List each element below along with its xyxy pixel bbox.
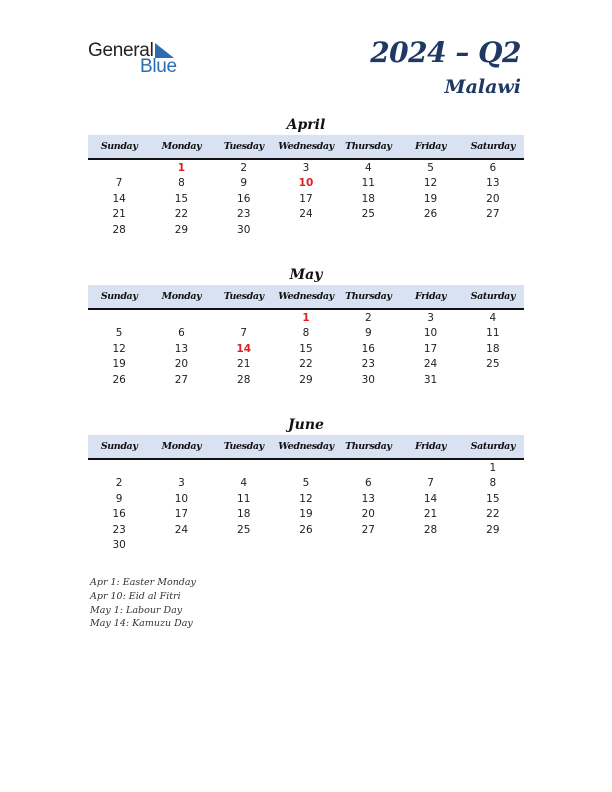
- weekday-label: Friday: [415, 291, 447, 302]
- calendar-day: 13: [174, 342, 189, 355]
- calendar-empty-cell: [88, 161, 150, 176]
- weekday-label: Saturday: [470, 291, 516, 302]
- weekday-label: Saturday: [470, 141, 516, 152]
- calendar-day: 12: [423, 177, 438, 190]
- holiday-note: May 1: Labour Day: [90, 604, 183, 616]
- weekday-label: Thursday: [345, 141, 392, 152]
- calendar-week: [88, 192, 524, 207]
- calendar-day: 5: [427, 162, 434, 174]
- calendar-empty-cell: [150, 461, 212, 476]
- calendar-day: 18: [486, 342, 500, 355]
- calendar-day: 21: [423, 508, 438, 521]
- calendar-week: [88, 461, 524, 476]
- weekday-label: Thursday: [345, 441, 392, 452]
- calendar-day: 4: [240, 477, 248, 490]
- calendar-empty-cell: [275, 223, 337, 238]
- weekday-label: Wednesday: [278, 291, 334, 302]
- generalblue-logo: [88, 40, 198, 80]
- calendar-day: 4: [489, 312, 497, 324]
- calendar-week: [88, 373, 524, 388]
- holiday-notes: [90, 576, 196, 631]
- month-june: [88, 415, 524, 553]
- calendar-day: 29: [486, 523, 500, 536]
- calendar-day: 25: [486, 358, 500, 371]
- month-grid: [88, 310, 524, 388]
- calendar-day: 26: [112, 373, 126, 386]
- weekday-header: [88, 135, 524, 160]
- calendar-day: 25: [237, 523, 251, 536]
- weekday-label: Monday: [161, 291, 202, 302]
- calendar-day: 24: [299, 208, 313, 221]
- calendar-week: [88, 161, 524, 176]
- calendar-day: 23: [361, 358, 375, 371]
- calendar-day: 1: [489, 462, 497, 474]
- calendar-day: 2: [364, 312, 372, 324]
- calendar-week: [88, 223, 524, 238]
- calendar-day: 26: [423, 208, 438, 221]
- calendar-week: [88, 538, 524, 553]
- calendar-day: 5: [115, 327, 123, 340]
- calendar-day: 24: [423, 358, 438, 371]
- weekday-label: Sunday: [100, 291, 138, 302]
- month-april: [88, 115, 524, 238]
- calendar-day: 31: [423, 373, 438, 386]
- calendar-empty-cell: [399, 538, 461, 553]
- calendar-day: 23: [112, 523, 126, 536]
- calendar-day: 15: [299, 342, 313, 355]
- calendar-day: 19: [112, 358, 126, 371]
- calendar-day: 5: [302, 477, 310, 490]
- calendar-day: 3: [178, 477, 185, 490]
- calendar-day: 10: [174, 492, 189, 505]
- calendar-day: 28: [112, 223, 126, 236]
- calendar-week: [88, 311, 524, 326]
- calendar-day: 3: [302, 162, 310, 174]
- calendar-day: 11: [237, 492, 251, 505]
- calendar-day: 14: [423, 492, 438, 505]
- calendar-day: 17: [174, 508, 189, 521]
- calendar-day: 26: [299, 523, 313, 536]
- page-title: 2024 – Q2: [370, 36, 521, 69]
- logo-word-general: General: [88, 40, 154, 61]
- calendar-day: 14: [112, 192, 126, 205]
- calendar-day: 8: [178, 177, 185, 190]
- calendar-empty-cell: [337, 223, 399, 238]
- calendar-day: 16: [112, 508, 126, 521]
- calendar-week: [88, 492, 524, 507]
- calendar-day: 29: [174, 223, 189, 236]
- calendar-day: 20: [486, 192, 500, 205]
- calendar-day: 7: [427, 477, 434, 490]
- month-title: May: [289, 267, 323, 283]
- calendar-day: 9: [240, 177, 248, 190]
- calendar-week: [88, 207, 524, 222]
- calendar-empty-cell: [462, 538, 524, 553]
- calendar-day: 27: [486, 208, 500, 221]
- calendar-day: 17: [299, 192, 313, 205]
- calendar-day: 1: [302, 312, 310, 324]
- calendar-day: 9: [115, 492, 123, 505]
- calendar-day: 8: [489, 477, 497, 490]
- calendar-empty-cell: [150, 538, 212, 553]
- calendar-empty-cell: [275, 461, 337, 476]
- calendar-day: 22: [299, 358, 313, 371]
- calendar-day: 18: [237, 508, 251, 521]
- calendar-empty-cell: [88, 311, 150, 326]
- calendar-day: 23: [237, 208, 251, 221]
- calendar-week: [88, 326, 524, 341]
- month-title: June: [288, 417, 324, 433]
- calendar-empty-cell: [213, 311, 275, 326]
- calendar-day: 22: [486, 508, 500, 521]
- holiday-note: Apr 10: Eid al Fitri: [90, 590, 181, 602]
- calendar-empty-cell: [462, 373, 524, 388]
- calendar-day: 30: [112, 538, 126, 551]
- holiday-note: Apr 1: Easter Monday: [90, 577, 196, 588]
- holiday-note: May 14: Kamuzu Day: [90, 618, 193, 630]
- calendar-day: 7: [115, 177, 123, 190]
- month-may: [88, 265, 524, 388]
- calendar-day: 4: [364, 162, 372, 174]
- calendar-day: 14: [236, 342, 252, 355]
- calendar-day: 12: [112, 342, 126, 355]
- logo-word-blue: Blue: [140, 56, 177, 77]
- calendar-day: 2: [115, 477, 123, 490]
- month-grid: [88, 160, 524, 238]
- calendar-day: 22: [174, 208, 189, 221]
- calendar-day: 28: [237, 373, 251, 386]
- calendar-day: 15: [174, 192, 189, 205]
- calendar-day: 21: [237, 358, 251, 371]
- weekday-label: Tuesday: [223, 291, 264, 302]
- calendar-day: 1: [177, 162, 186, 174]
- weekday-label: Friday: [415, 441, 447, 452]
- calendar-day: 27: [174, 373, 189, 386]
- weekday-header: [88, 285, 524, 310]
- calendar-day: 30: [237, 223, 251, 236]
- calendar-empty-cell: [213, 461, 275, 476]
- calendar-day: 11: [361, 177, 375, 190]
- calendar-day: 3: [427, 312, 434, 324]
- calendar-day: 8: [302, 327, 310, 340]
- weekday-label: Sunday: [100, 141, 138, 152]
- calendar-empty-cell: [150, 311, 212, 326]
- weekday-label: Sunday: [100, 441, 138, 452]
- calendar-day: 6: [489, 162, 497, 174]
- calendar-day: 20: [174, 358, 189, 371]
- calendar-day: 25: [361, 208, 375, 221]
- calendar-day: 29: [299, 373, 313, 386]
- month-title: April: [286, 117, 326, 133]
- calendar-week: [88, 507, 524, 522]
- calendar-empty-cell: [399, 223, 461, 238]
- calendar-empty-cell: [213, 538, 275, 553]
- calendar-day: 18: [361, 192, 375, 205]
- calendar-day: 19: [299, 508, 313, 521]
- weekday-header: [88, 435, 524, 460]
- calendar-empty-cell: [337, 538, 399, 553]
- calendar-week: [88, 357, 524, 372]
- weekday-label: Tuesday: [223, 141, 264, 152]
- weekday-label: Saturday: [470, 441, 516, 452]
- calendar-day: 9: [364, 327, 372, 340]
- calendar-empty-cell: [88, 461, 150, 476]
- calendar-week: [88, 523, 524, 538]
- calendar-day: 16: [237, 192, 251, 205]
- weekday-label: Wednesday: [278, 441, 334, 452]
- calendar-empty-cell: [399, 461, 461, 476]
- calendar-day: 19: [423, 192, 438, 205]
- weekday-label: Tuesday: [223, 441, 264, 452]
- calendar-day: 13: [361, 492, 375, 505]
- calendar-day: 11: [486, 327, 500, 340]
- calendar-day: 20: [361, 508, 375, 521]
- calendar-day: 16: [361, 342, 375, 355]
- calendar-day: 15: [486, 492, 500, 505]
- calendar-day: 10: [423, 327, 438, 340]
- calendar-week: [88, 176, 524, 191]
- calendar-day: 17: [423, 342, 438, 355]
- weekday-label: Wednesday: [278, 141, 334, 152]
- weekday-label: Monday: [161, 441, 202, 452]
- calendar-day: 6: [364, 477, 372, 490]
- weekday-label: Monday: [161, 141, 202, 152]
- calendar-day: 13: [486, 177, 500, 190]
- weekday-label: Thursday: [345, 291, 392, 302]
- country-name: Malawi: [444, 76, 521, 98]
- calendar-day: 6: [178, 327, 185, 340]
- calendar-day: 10: [298, 177, 314, 190]
- calendar-day: 21: [112, 208, 126, 221]
- calendar-day: 30: [361, 373, 375, 386]
- calendar-day: 12: [299, 492, 313, 505]
- calendar-day: 27: [361, 523, 375, 536]
- month-grid: [88, 460, 524, 553]
- calendar-empty-cell: [337, 461, 399, 476]
- calendar-day: 7: [240, 327, 248, 340]
- calendar-week: [88, 476, 524, 491]
- calendar-empty-cell: [462, 223, 524, 238]
- weekday-label: Friday: [415, 141, 447, 152]
- calendar-empty-cell: [275, 538, 337, 553]
- calendar-day: 28: [423, 523, 438, 536]
- calendar-week: [88, 342, 524, 357]
- calendar-day: 2: [240, 162, 248, 174]
- calendar-day: 24: [174, 523, 189, 536]
